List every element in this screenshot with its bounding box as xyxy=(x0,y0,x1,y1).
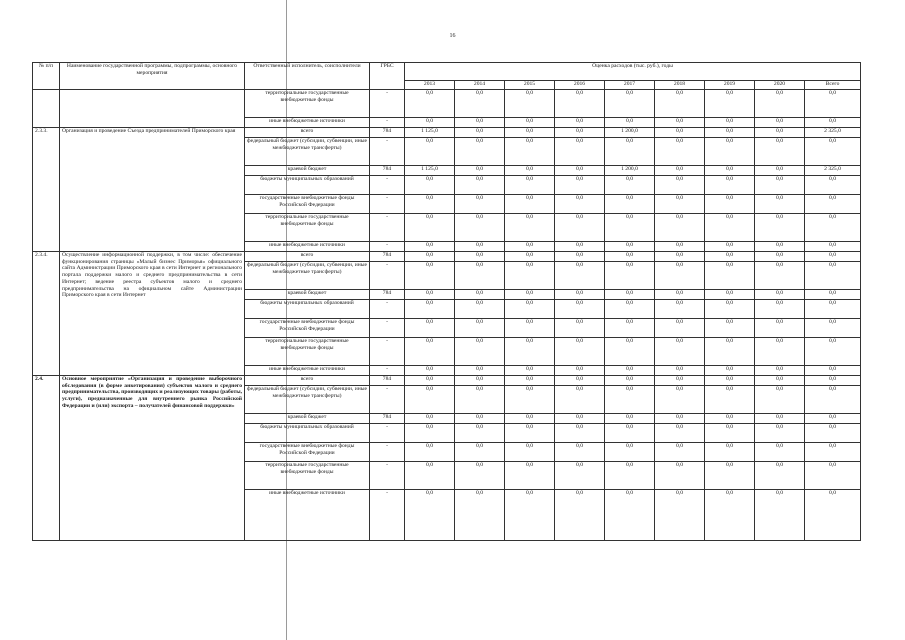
amount-cell: 0,0 xyxy=(405,319,455,338)
amount-cell: 0,0 xyxy=(505,366,555,376)
amount-cell: 0,0 xyxy=(505,195,555,214)
amount-cell: 1 200,0 xyxy=(605,166,655,176)
amount-cell: 0,0 xyxy=(405,414,455,424)
funding-source: государственные внебюджетные фонды Российской Федерации xyxy=(245,319,370,338)
grbs-code: - xyxy=(370,462,405,490)
amount-cell: 0,0 xyxy=(405,214,455,242)
row-number: 2.3.3. xyxy=(33,128,60,252)
amount-cell: 0,0 xyxy=(655,242,705,252)
funding-source: иные внебюджетные источники xyxy=(245,366,370,376)
amount-cell: 0,0 xyxy=(605,490,655,541)
amount-cell: 0,0 xyxy=(805,300,861,319)
amount-cell: 0,0 xyxy=(505,262,555,290)
amount-cell: 0,0 xyxy=(505,424,555,443)
amount-cell: 0,0 xyxy=(655,128,705,138)
amount-cell: 0,0 xyxy=(505,443,555,462)
grbs-code: 784 xyxy=(370,414,405,424)
amount-cell: 0,0 xyxy=(605,424,655,443)
amount-cell: 0,0 xyxy=(805,176,861,195)
grbs-code: - xyxy=(370,319,405,338)
amount-cell: 0,0 xyxy=(655,490,705,541)
header-year: 2020 xyxy=(755,81,805,90)
grbs-code: - xyxy=(370,443,405,462)
header-name: Наименование государственной программы, подпрограммы, основного мероприятия xyxy=(60,63,245,90)
amount-cell: 0,0 xyxy=(555,166,605,176)
program-name xyxy=(60,90,245,128)
header-estimate: Оценка расходов (тыс. руб.), годы xyxy=(405,63,861,81)
amount-cell: 0,0 xyxy=(755,262,805,290)
funding-source: иные внебюджетные источники xyxy=(245,490,370,541)
amount-cell: 0,0 xyxy=(555,262,605,290)
amount-cell: 0,0 xyxy=(555,195,605,214)
amount-cell: 0,0 xyxy=(455,376,505,386)
amount-cell: 0,0 xyxy=(455,424,505,443)
row-number: 2.4. xyxy=(33,376,60,541)
amount-cell: 0,0 xyxy=(705,490,755,541)
funding-source: территориальные государственные внебюджетные фонды xyxy=(245,90,370,118)
header-row xyxy=(33,63,861,81)
amount-cell: 0,0 xyxy=(505,300,555,319)
amount-cell: 0,0 xyxy=(655,319,705,338)
amount-cell: 0,0 xyxy=(555,138,605,166)
amount-cell: 0,0 xyxy=(655,176,705,195)
amount-cell: 0,0 xyxy=(755,443,805,462)
amount-cell: 0,0 xyxy=(755,118,805,128)
grbs-code: 784 xyxy=(370,128,405,138)
amount-cell: 0,0 xyxy=(405,138,455,166)
grbs-code: - xyxy=(370,195,405,214)
amount-cell: 0,0 xyxy=(805,338,861,366)
amount-cell: 0,0 xyxy=(405,242,455,252)
grbs-code: - xyxy=(370,242,405,252)
grbs-code: - xyxy=(370,214,405,242)
amount-cell: 0,0 xyxy=(505,376,555,386)
amount-cell: 0,0 xyxy=(755,414,805,424)
amount-cell: 0,0 xyxy=(755,90,805,118)
amount-cell: 0,0 xyxy=(605,414,655,424)
amount-cell: 0,0 xyxy=(605,338,655,366)
grbs-code: 784 xyxy=(370,166,405,176)
grbs-code: - xyxy=(370,300,405,319)
amount-cell: 0,0 xyxy=(455,462,505,490)
amount-cell: 0,0 xyxy=(755,490,805,541)
amount-cell: 2 325,0 xyxy=(805,128,861,138)
amount-cell: 0,0 xyxy=(655,262,705,290)
amount-cell: 0,0 xyxy=(755,290,805,300)
amount-cell: 0,0 xyxy=(405,300,455,319)
amount-cell: 0,0 xyxy=(655,138,705,166)
amount-cell: 0,0 xyxy=(555,424,605,443)
amount-cell: 0,0 xyxy=(405,176,455,195)
amount-cell: 0,0 xyxy=(705,290,755,300)
amount-cell: 0,0 xyxy=(755,166,805,176)
amount-cell: 0,0 xyxy=(655,386,705,414)
funding-source: бюджеты муниципальных образований xyxy=(245,300,370,319)
amount-cell: 0,0 xyxy=(555,128,605,138)
amount-cell: 0,0 xyxy=(805,386,861,414)
amount-cell: 0,0 xyxy=(805,443,861,462)
grbs-code: - xyxy=(370,90,405,118)
amount-cell: 0,0 xyxy=(705,462,755,490)
funding-source: государственные внебюджетные фонды Российской Федерации xyxy=(245,443,370,462)
amount-cell: 0,0 xyxy=(755,214,805,242)
amount-cell: 0,0 xyxy=(455,262,505,290)
amount-cell: 0,0 xyxy=(755,128,805,138)
amount-cell: 0,0 xyxy=(655,90,705,118)
amount-cell: 0,0 xyxy=(555,300,605,319)
amount-cell: 0,0 xyxy=(505,90,555,118)
amount-cell: 0,0 xyxy=(705,319,755,338)
funding-source: всего xyxy=(245,128,370,138)
expenditure-table xyxy=(32,62,861,541)
amount-cell: 0,0 xyxy=(455,386,505,414)
funding-source: федеральный бюджет (субсидии, субвенции, иные межбюджетные трансферты) xyxy=(245,386,370,414)
table-row xyxy=(33,128,861,138)
amount-cell: 0,0 xyxy=(655,300,705,319)
amount-cell: 0,0 xyxy=(405,252,455,262)
amount-cell: 0,0 xyxy=(605,138,655,166)
row-number xyxy=(33,90,60,128)
funding-source: государственные внебюджетные фонды Российской Федерации xyxy=(245,195,370,214)
amount-cell: 0,0 xyxy=(405,118,455,128)
amount-cell: 0,0 xyxy=(605,319,655,338)
amount-cell: 0,0 xyxy=(505,252,555,262)
amount-cell: 0,0 xyxy=(705,166,755,176)
amount-cell: 0,0 xyxy=(755,462,805,490)
amount-cell: 0,0 xyxy=(705,242,755,252)
amount-cell: 0,0 xyxy=(655,462,705,490)
funding-source: краевой бюджет xyxy=(245,166,370,176)
amount-cell: 0,0 xyxy=(555,214,605,242)
funding-source: бюджеты муниципальных образований xyxy=(245,424,370,443)
amount-cell: 0,0 xyxy=(455,300,505,319)
amount-cell: 0,0 xyxy=(555,338,605,366)
amount-cell: 0,0 xyxy=(805,195,861,214)
amount-cell: 0,0 xyxy=(455,166,505,176)
amount-cell: 0,0 xyxy=(755,319,805,338)
table-row xyxy=(33,252,861,262)
amount-cell: 0,0 xyxy=(655,366,705,376)
amount-cell: 0,0 xyxy=(605,290,655,300)
amount-cell: 0,0 xyxy=(805,424,861,443)
header-year: 2015 xyxy=(505,81,555,90)
amount-cell: 0,0 xyxy=(705,386,755,414)
funding-source: территориальные государственные внебюджетные фонды xyxy=(245,462,370,490)
grbs-code: - xyxy=(370,262,405,290)
grbs-code: - xyxy=(370,366,405,376)
amount-cell: 0,0 xyxy=(455,138,505,166)
amount-cell: 0,0 xyxy=(805,138,861,166)
amount-cell: 0,0 xyxy=(455,176,505,195)
amount-cell: 0,0 xyxy=(455,128,505,138)
amount-cell: 0,0 xyxy=(605,443,655,462)
amount-cell: 0,0 xyxy=(805,290,861,300)
funding-source: федеральный бюджет (субсидии, субвенции, иные межбюджетные трансферты) xyxy=(245,262,370,290)
amount-cell: 0,0 xyxy=(755,366,805,376)
amount-cell: 0,0 xyxy=(705,118,755,128)
amount-cell: 0,0 xyxy=(455,195,505,214)
amount-cell: 0,0 xyxy=(505,462,555,490)
amount-cell: 0,0 xyxy=(605,262,655,290)
amount-cell: 0,0 xyxy=(605,195,655,214)
grbs-code: - xyxy=(370,386,405,414)
amount-cell: 0,0 xyxy=(805,90,861,118)
grbs-code: - xyxy=(370,424,405,443)
header-year: 2016 xyxy=(555,81,605,90)
amount-cell: 0,0 xyxy=(405,366,455,376)
header-year: Всего xyxy=(805,81,861,90)
amount-cell: 0,0 xyxy=(805,319,861,338)
amount-cell: 0,0 xyxy=(455,118,505,128)
header-year: 2014 xyxy=(455,81,505,90)
amount-cell: 0,0 xyxy=(405,443,455,462)
amount-cell: 0,0 xyxy=(505,214,555,242)
amount-cell: 0,0 xyxy=(555,443,605,462)
amount-cell: 0,0 xyxy=(405,262,455,290)
amount-cell: 0,0 xyxy=(605,176,655,195)
amount-cell: 0,0 xyxy=(455,366,505,376)
table-row xyxy=(33,376,861,386)
amount-cell: 0,0 xyxy=(405,462,455,490)
amount-cell: 0,0 xyxy=(555,319,605,338)
amount-cell: 0,0 xyxy=(805,376,861,386)
amount-cell: 0,0 xyxy=(755,338,805,366)
amount-cell: 0,0 xyxy=(455,319,505,338)
funding-source: территориальные государственные внебюджетные фонды xyxy=(245,214,370,242)
amount-cell: 0,0 xyxy=(705,90,755,118)
amount-cell: 0,0 xyxy=(505,242,555,252)
table-row xyxy=(33,90,861,118)
amount-cell: 0,0 xyxy=(755,300,805,319)
amount-cell: 0,0 xyxy=(505,128,555,138)
amount-cell: 2 325,0 xyxy=(805,166,861,176)
amount-cell: 0,0 xyxy=(805,242,861,252)
funding-source: иные внебюджетные источники xyxy=(245,242,370,252)
row-number: 2.3.4. xyxy=(33,252,60,376)
amount-cell: 0,0 xyxy=(655,338,705,366)
amount-cell: 0,0 xyxy=(705,138,755,166)
amount-cell: 0,0 xyxy=(555,376,605,386)
funding-source: территориальные государственные внебюджетные фонды xyxy=(245,338,370,366)
header-year: 2019 xyxy=(705,81,755,90)
grbs-code: - xyxy=(370,138,405,166)
amount-cell: 0,0 xyxy=(455,338,505,366)
amount-cell: 0,0 xyxy=(805,118,861,128)
amount-cell: 0,0 xyxy=(605,214,655,242)
amount-cell: 0,0 xyxy=(655,214,705,242)
amount-cell: 0,0 xyxy=(805,414,861,424)
amount-cell: 0,0 xyxy=(655,118,705,128)
amount-cell: 0,0 xyxy=(455,414,505,424)
amount-cell: 0,0 xyxy=(505,138,555,166)
amount-cell: 0,0 xyxy=(705,424,755,443)
amount-cell: 0,0 xyxy=(505,118,555,128)
amount-cell: 0,0 xyxy=(655,443,705,462)
amount-cell: 0,0 xyxy=(805,214,861,242)
amount-cell: 0,0 xyxy=(455,90,505,118)
amount-cell: 0,0 xyxy=(705,176,755,195)
amount-cell: 0,0 xyxy=(655,424,705,443)
header-grbs: ГРБС xyxy=(370,63,405,90)
amount-cell: 0,0 xyxy=(605,252,655,262)
amount-cell: 0,0 xyxy=(705,366,755,376)
funding-source: всего xyxy=(245,252,370,262)
amount-cell: 0,0 xyxy=(555,176,605,195)
amount-cell: 0,0 xyxy=(705,300,755,319)
amount-cell: 0,0 xyxy=(555,242,605,252)
amount-cell: 0,0 xyxy=(805,366,861,376)
funding-source: бюджеты муниципальных образований xyxy=(245,176,370,195)
funding-source: иные внебюджетные источники xyxy=(245,118,370,128)
amount-cell: 1 125,0 xyxy=(405,128,455,138)
amount-cell: 0,0 xyxy=(405,424,455,443)
amount-cell: 0,0 xyxy=(805,252,861,262)
funding-source: всего xyxy=(245,376,370,386)
amount-cell: 0,0 xyxy=(505,338,555,366)
amount-cell: 0,0 xyxy=(605,300,655,319)
amount-cell: 0,0 xyxy=(755,386,805,414)
amount-cell: 0,0 xyxy=(655,376,705,386)
amount-cell: 0,0 xyxy=(705,376,755,386)
amount-cell: 0,0 xyxy=(805,462,861,490)
amount-cell: 0,0 xyxy=(755,252,805,262)
amount-cell: 0,0 xyxy=(605,366,655,376)
amount-cell: 0,0 xyxy=(555,290,605,300)
amount-cell: 0,0 xyxy=(605,376,655,386)
amount-cell: 0,0 xyxy=(805,262,861,290)
amount-cell: 0,0 xyxy=(455,252,505,262)
amount-cell: 0,0 xyxy=(705,195,755,214)
amount-cell: 0,0 xyxy=(655,290,705,300)
amount-cell: 0,0 xyxy=(555,386,605,414)
header-year: 2018 xyxy=(655,81,705,90)
amount-cell: 0,0 xyxy=(405,338,455,366)
program-name: Основное мероприятие «Организация и проведение выборочного обследования (в форме анкетирования) субъектов малого и среднего предпринимательства, производящих и реализующих товары (работы, услуги), предназначенные для внутреннего рынка Российской Федерации и (или) экспорта – получателей финансовой поддержки» xyxy=(60,376,245,541)
amount-cell: 0,0 xyxy=(655,166,705,176)
amount-cell: 0,0 xyxy=(655,252,705,262)
grbs-code: - xyxy=(370,118,405,128)
amount-cell: 0,0 xyxy=(755,195,805,214)
amount-cell: 0,0 xyxy=(505,176,555,195)
amount-cell: 1 125,0 xyxy=(405,166,455,176)
amount-cell: 0,0 xyxy=(705,414,755,424)
grbs-code: 784 xyxy=(370,290,405,300)
page-number: 16 xyxy=(449,33,456,39)
amount-cell: 0,0 xyxy=(655,414,705,424)
amount-cell: 0,0 xyxy=(405,376,455,386)
amount-cell: 0,0 xyxy=(655,195,705,214)
header-year: 2017 xyxy=(605,81,655,90)
amount-cell: 0,0 xyxy=(505,290,555,300)
grbs-code: - xyxy=(370,176,405,195)
program-name: Осуществление информационной поддержки, в том числе: обеспечение функционирования страницы «Малый бизнес Приморья» официального сайта Администрации Приморского края в сети Интернет и регионального портала поддержки малого и среднего предпринимательства в сети Интернет; ведение реестра субъектов малого и среднего предпринимательства на официальном сайте Администрации Приморского края в сети Интернет xyxy=(60,252,245,376)
amount-cell: 1 200,0 xyxy=(605,128,655,138)
amount-cell: 0,0 xyxy=(755,376,805,386)
funding-source: краевой бюджет xyxy=(245,290,370,300)
amount-cell: 0,0 xyxy=(505,319,555,338)
amount-cell: 0,0 xyxy=(605,242,655,252)
amount-cell: 0,0 xyxy=(405,386,455,414)
amount-cell: 0,0 xyxy=(405,90,455,118)
amount-cell: 0,0 xyxy=(555,118,605,128)
amount-cell: 0,0 xyxy=(705,443,755,462)
amount-cell: 0,0 xyxy=(805,490,861,541)
grbs-code: - xyxy=(370,338,405,366)
funding-source: краевой бюджет xyxy=(245,414,370,424)
header-executor: Ответственный исполнитель, соисполнители xyxy=(245,63,370,90)
amount-cell: 0,0 xyxy=(755,176,805,195)
funding-source: федеральный бюджет (субсидии, субвенции, иные межбюджетные трансферты) xyxy=(245,138,370,166)
amount-cell: 0,0 xyxy=(455,214,505,242)
amount-cell: 0,0 xyxy=(705,262,755,290)
header-year: 2013 xyxy=(405,81,455,90)
amount-cell: 0,0 xyxy=(405,290,455,300)
amount-cell: 0,0 xyxy=(605,462,655,490)
grbs-code: - xyxy=(370,490,405,541)
amount-cell: 0,0 xyxy=(455,242,505,252)
amount-cell: 0,0 xyxy=(755,424,805,443)
amount-cell: 0,0 xyxy=(705,128,755,138)
amount-cell: 0,0 xyxy=(405,490,455,541)
amount-cell: 0,0 xyxy=(405,195,455,214)
amount-cell: 0,0 xyxy=(555,414,605,424)
amount-cell: 0,0 xyxy=(555,366,605,376)
amount-cell: 0,0 xyxy=(455,490,505,541)
amount-cell: 0,0 xyxy=(605,90,655,118)
amount-cell: 0,0 xyxy=(705,252,755,262)
grbs-code: 784 xyxy=(370,252,405,262)
amount-cell: 0,0 xyxy=(705,338,755,366)
amount-cell: 0,0 xyxy=(505,414,555,424)
amount-cell: 0,0 xyxy=(705,214,755,242)
amount-cell: 0,0 xyxy=(755,242,805,252)
amount-cell: 0,0 xyxy=(755,138,805,166)
amount-cell: 0,0 xyxy=(555,462,605,490)
amount-cell: 0,0 xyxy=(455,290,505,300)
amount-cell: 0,0 xyxy=(555,252,605,262)
amount-cell: 0,0 xyxy=(605,386,655,414)
amount-cell: 0,0 xyxy=(505,386,555,414)
amount-cell: 0,0 xyxy=(555,90,605,118)
amount-cell: 0,0 xyxy=(455,443,505,462)
amount-cell: 0,0 xyxy=(505,490,555,541)
amount-cell: 0,0 xyxy=(605,118,655,128)
header-num: № п/п xyxy=(33,63,60,90)
amount-cell: 0,0 xyxy=(505,166,555,176)
program-name: Организация и проведение Съезда предпринимателей Приморского края xyxy=(60,128,245,252)
grbs-code: 784 xyxy=(370,376,405,386)
amount-cell: 0,0 xyxy=(555,490,605,541)
